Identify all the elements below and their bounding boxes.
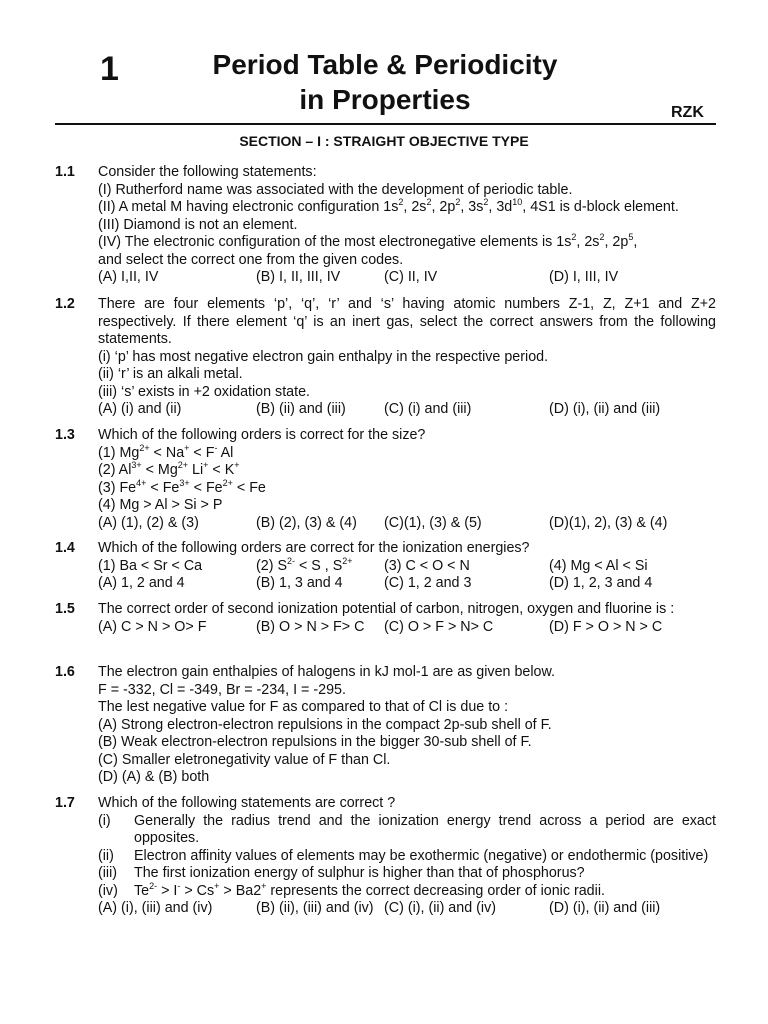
choice-4: (4) Mg < Al < Si xyxy=(549,557,648,574)
question-number: 1.4 xyxy=(55,540,75,556)
statement-1: (i) ‘p’ has most negative electron gain enthalpy in the respective period. xyxy=(98,348,549,365)
section-title: SECTION – I : STRAIGHT OBJECTIVE TYPE xyxy=(239,133,529,149)
header-rule xyxy=(55,123,716,125)
option-c[interactable]: (C)(1), (3) & (5) xyxy=(384,514,482,531)
options-row xyxy=(98,269,716,287)
title-line-2: in Properties xyxy=(299,84,471,115)
options-row xyxy=(98,575,716,593)
options-row xyxy=(98,900,716,918)
option-b[interactable]: (B) (ii) and (iii) xyxy=(256,401,346,417)
question-stem: There are four elements ‘p’, ‘q’, ‘r’ and ‘s’ having atomic numbers Z-1, Z, Z+1 and Z+2 respectively. If there element ‘q’ is an inert gas, select the correct answers from the following statements. xyxy=(98,296,716,347)
option-c[interactable]: (C) II, IV xyxy=(384,269,438,285)
choices-row xyxy=(98,555,716,576)
author-tag: RZK xyxy=(671,104,704,121)
statement-4: (IV) The electronic configuration of the most electronegative elements is $1s^2$, $2s^2$, $2p^5$, xyxy=(98,232,638,250)
question-number: 1.3 xyxy=(55,427,75,443)
order-3: (3) $Fe^{4+} < Fe^{3+} < Fe^{2+} < Fe$ xyxy=(98,477,266,496)
option-a[interactable]: (A) C > N > O> F xyxy=(98,618,207,635)
option-d[interactable]: (D) I, III, IV xyxy=(549,269,619,285)
title-line-1: Period Table & Periodicity xyxy=(212,49,558,80)
question-1-5 xyxy=(55,601,716,636)
option-a[interactable]: (A) 1, 2 and 4 xyxy=(98,575,185,591)
data-line: F = -332, Cl = -349, Br = -234, I = -295. xyxy=(98,681,346,698)
question-stem: The correct order of second ionization potential of carbon, nitrogen, oxygen and fluorine is : xyxy=(98,601,675,617)
question-1-2 xyxy=(55,296,716,419)
option-d[interactable]: (D) (i), (ii) and (iii) xyxy=(549,401,661,417)
statement-1: (i) Generally the radius trend and the ionization energy trend across a period are exact opposites. xyxy=(98,812,716,846)
option-a[interactable]: (A) (1), (2) & (3) xyxy=(98,514,199,531)
option-b[interactable]: (B) Weak electron-electron repulsions in the bigger 30-sub shell of F. xyxy=(98,734,532,750)
option-c[interactable]: (C) 1, 2 and 3 xyxy=(384,575,472,591)
statement-2: (II) A metal M having electronic configuration $1s^2$, $2s^2$, $2p^2$, $3s^2$, $3d^{10}$, 4S1 is d-block element. xyxy=(98,197,679,215)
options-row xyxy=(98,619,716,637)
option-c[interactable]: (C) (i), (ii) and (iv) xyxy=(384,900,496,916)
question-1-7 xyxy=(55,795,716,918)
statement-3: (iii) The first ionization energy of sulphur is higher than that of phosphorus? xyxy=(98,865,585,881)
statement-3: (III) Diamond is not an element. xyxy=(98,216,298,233)
question-stem: Which of the following statements are correct ? xyxy=(98,795,396,811)
choice-1: (1) Ba < Sr < Ca xyxy=(98,557,203,574)
options-row xyxy=(98,401,716,419)
chapter-title xyxy=(180,47,590,117)
option-d[interactable]: (D) (A) & (B) both xyxy=(98,769,210,785)
question-1-6 xyxy=(55,664,716,787)
question-stem: Consider the following statements: xyxy=(98,164,317,180)
options-row xyxy=(98,515,716,533)
statement-4: (iv) $Te^{2-} > I^- > Cs^+ > Ba2^+$ represents the correct decreasing order of ionic radii. xyxy=(98,880,605,899)
option-a[interactable]: (A) (i), (iii) and (iv) xyxy=(98,900,213,916)
question-stem: Which of the following orders are correct for the ionization energies? xyxy=(98,540,530,556)
question-1-4 xyxy=(55,540,716,593)
instruction: and select the correct one from the given codes. xyxy=(98,251,404,268)
option-b[interactable]: (B) (2), (3) & (4) xyxy=(256,514,357,531)
option-a[interactable]: (A) Strong electron-electron repulsions in the compact 2p-sub shell of F. xyxy=(98,716,552,733)
option-d[interactable]: (D) (i), (ii) and (iii) xyxy=(549,900,661,916)
statement-2: (ii) ‘r’ is an alkali metal. xyxy=(98,366,243,382)
statement-2: (ii) Electron affinity values of elements may be exothermic (negative) or endothermic (positive) xyxy=(98,847,709,864)
order-4: (4) Mg > Al > Si > P xyxy=(98,497,223,513)
option-d[interactable]: (D) 1, 2, 3 and 4 xyxy=(549,575,653,591)
question-stem: Which of the following orders is correct for the size? xyxy=(98,427,426,443)
option-b[interactable]: (B) I, II, III, IV xyxy=(256,269,341,285)
question-1-1 xyxy=(55,164,716,287)
option-d[interactable]: (D)(1), 2), (3) & (4) xyxy=(549,514,668,531)
question-number: 1.6 xyxy=(55,664,75,680)
question-prompt: The lest negative value for F as compared to that of Cl is due to : xyxy=(98,699,509,715)
choice-2: (2) $S^{2-} < S$ , $S^{2+}$ xyxy=(256,555,353,574)
option-a[interactable]: (A) I,II, IV xyxy=(98,269,159,285)
option-c[interactable]: (C) O > F > N> C xyxy=(384,618,494,635)
chapter-number: 1 xyxy=(100,50,119,88)
statement-3: (iii) ‘s’ exists in +2 oxidation state. xyxy=(98,383,311,400)
question-stem: The electron gain enthalpies of halogens in kJ mol-1 are as given below. xyxy=(98,664,555,680)
order-2: (2) $Al^{3+} < Mg^{2+}$ Li+ < K+ xyxy=(98,460,240,478)
option-b[interactable]: (B) O > N > F> C xyxy=(256,618,365,635)
option-d[interactable]: (D) F > O > N > C xyxy=(549,618,663,635)
question-number: 1.2 xyxy=(55,296,75,312)
question-number: 1.7 xyxy=(55,795,75,811)
option-c[interactable]: (C) Smaller eletronegativity value of F than Cl. xyxy=(98,751,391,768)
order-1: (1) $Mg^{2+} < Na^+ < F^-$ Al xyxy=(98,442,234,461)
option-c[interactable]: (C) (i) and (iii) xyxy=(384,401,472,417)
option-b[interactable]: (B) 1, 3 and 4 xyxy=(256,575,343,591)
option-a[interactable]: (A) (i) and (ii) xyxy=(98,401,182,417)
option-b[interactable]: (B) (ii), (iii) and (iv) xyxy=(256,900,374,916)
question-1-3 xyxy=(55,427,716,532)
statement-1: (I) Rutherford name was associated with the development of periodic table. xyxy=(98,181,573,198)
question-number: 1.5 xyxy=(55,601,75,617)
question-number: 1.1 xyxy=(55,164,75,180)
choice-3: (3) C < O < N xyxy=(384,557,470,574)
